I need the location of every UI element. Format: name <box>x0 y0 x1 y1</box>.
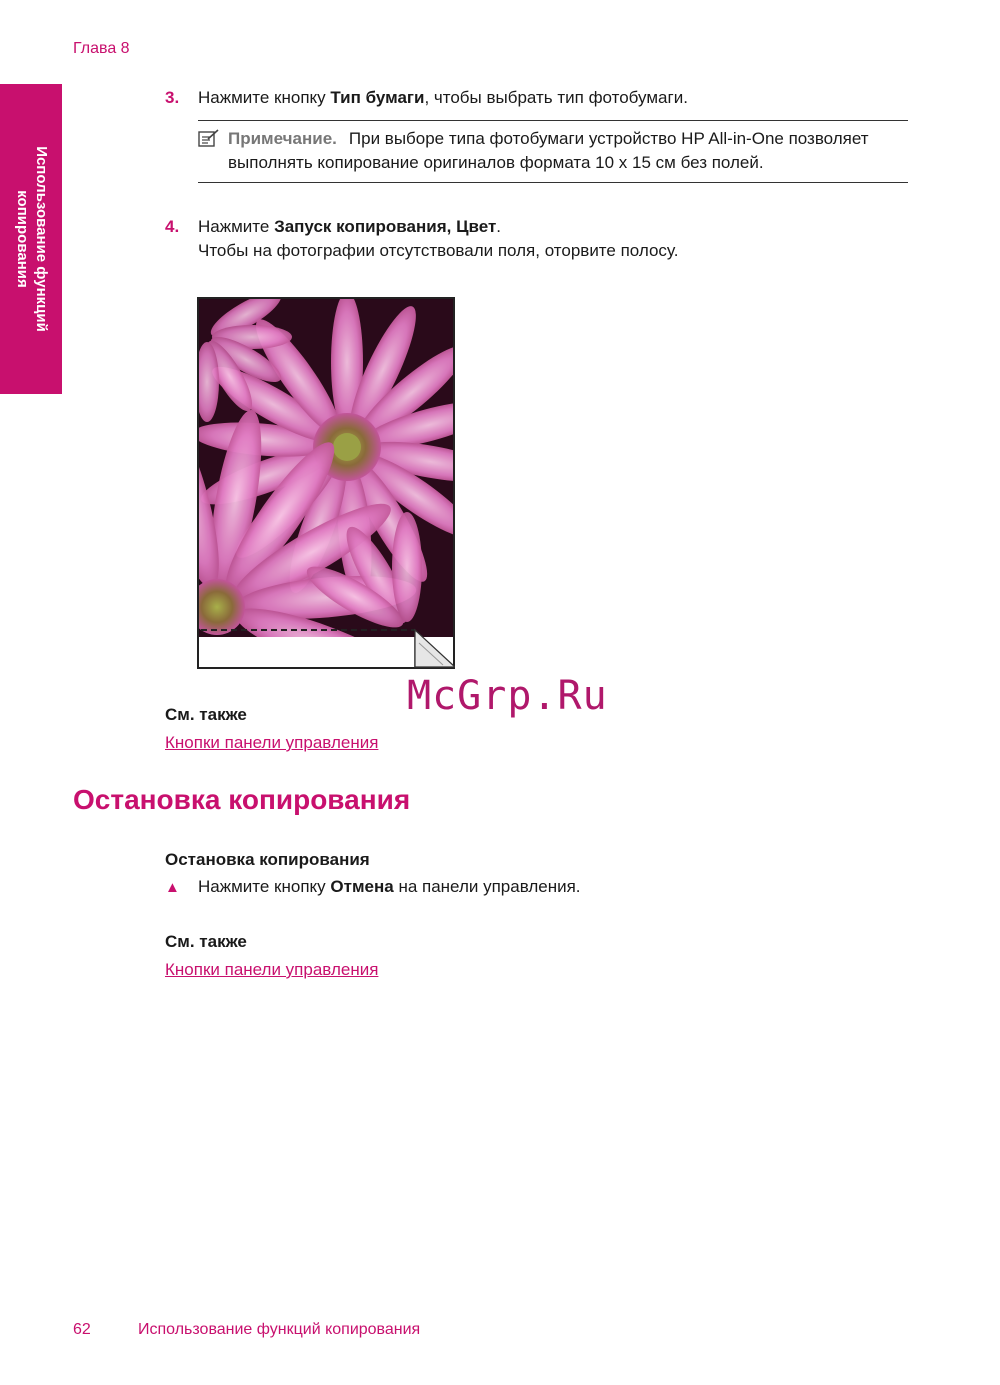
footer-title: Использование функций копирования <box>138 1321 421 1338</box>
step-4 <box>165 215 925 263</box>
step-3 <box>165 86 925 110</box>
side-tab-line-2: копирования <box>14 190 31 288</box>
procedure-step-bold: Отмена <box>330 877 394 896</box>
chapter-label: Глава 8 <box>73 40 130 57</box>
side-tab <box>0 84 62 394</box>
note-content <box>198 127 908 175</box>
step-number: 4. <box>165 217 180 236</box>
see-also-label: См. также <box>165 932 247 951</box>
see-also-label: См. также <box>165 705 247 724</box>
step-text-pre: Нажмите кнопку <box>198 88 331 107</box>
page-number: 62 <box>73 1321 91 1338</box>
side-tab-line-1: Использование функций <box>32 146 50 332</box>
step-text-bold: Тип бумаги <box>330 88 425 107</box>
control-panel-buttons-link[interactable]: Кнопки панели управления <box>165 960 379 979</box>
section-heading: Остановка копирования <box>73 784 411 815</box>
note-box <box>198 120 908 183</box>
step-text-post: . <box>496 217 502 236</box>
procedure-step-post: на панели управления. <box>393 877 581 896</box>
step-text-bold: Запуск копирования, Цвет <box>274 217 497 236</box>
note-label: Примечание. <box>228 129 337 148</box>
procedure-title: Остановка копирования <box>165 850 370 869</box>
step-text-pre: Нажмите <box>198 217 275 236</box>
note-pencil-icon <box>198 129 220 147</box>
control-panel-buttons-link[interactable]: Кнопки панели управления <box>165 733 379 752</box>
side-tab-text <box>12 146 50 332</box>
triangle-bullet-icon: ▲ <box>165 879 180 896</box>
procedure-step <box>165 875 581 899</box>
step-text-post: , чтобы выбрать тип фотобумаги. <box>424 88 688 107</box>
step-4-line-2: Чтобы на фотографии отсутствовали поля, оторвите полосу. <box>198 240 679 260</box>
step-number: 3. <box>165 88 180 107</box>
note-text: При выборе типа фотобумаги устройство HP All-in-One позволяет выполнять копирование оригиналов формата 10 x 15 см без полей. <box>228 129 869 172</box>
procedure-step-pre: Нажмите кнопку <box>198 877 331 896</box>
tear-off-photo-illustration <box>197 297 455 669</box>
watermark: McGrp.Ru <box>407 673 608 719</box>
